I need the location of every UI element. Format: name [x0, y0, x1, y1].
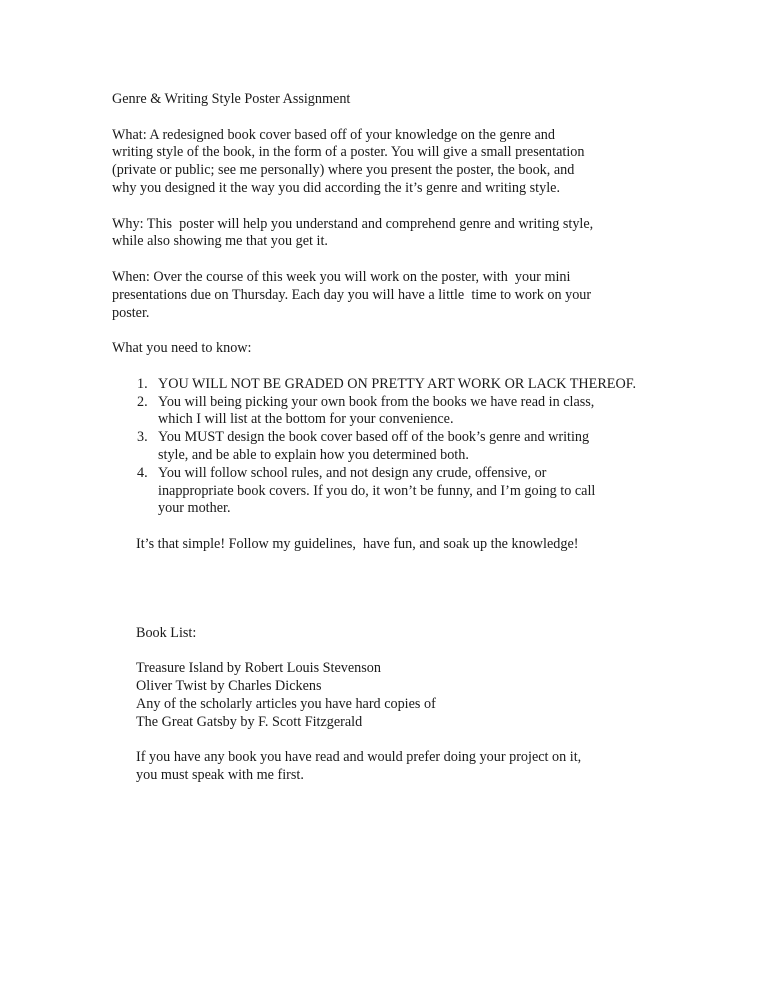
need-to-know-heading: What you need to know: [112, 340, 252, 357]
paragraph-line: why you designed it the way you did according the it’s genre and writing style. [112, 179, 560, 196]
list-item-line: which I will list at the bottom for your convenience. [158, 411, 454, 428]
closing-block [112, 536, 660, 785]
document-body [112, 91, 660, 785]
when-paragraph [112, 269, 660, 322]
paragraph-line: poster. [112, 304, 150, 321]
simple-line: It’s that simple! Follow my guidelines, have fun, and soak up the knowledge! [136, 535, 579, 552]
book-list-item: Oliver Twist by Charles Dickens [136, 678, 322, 695]
paragraph-line: writing style of the book, in the form of a poster. You will give a small presentation [112, 144, 585, 161]
list-item-line: YOU WILL NOT BE GRADED ON PRETTY ART WORK OR LACK THEREOF. [158, 375, 637, 392]
book-list-heading: Book List: [136, 624, 197, 641]
book-list [136, 660, 660, 731]
paragraph-line: Why: This poster will help you understand and comprehend genre and writing style, [112, 215, 594, 232]
list-item-line: You will follow school rules, and not design any crude, offensive, or [158, 464, 547, 481]
requirements-list [112, 376, 660, 518]
why-paragraph [112, 216, 660, 252]
list-item-line: your mother. [158, 500, 231, 517]
list-item [137, 464, 660, 518]
list-item-line: style, and be able to explain how you determined both. [158, 446, 469, 463]
paragraph-line: you must speak with me first. [136, 767, 304, 784]
paragraph-line: while also showing me that you get it. [112, 233, 328, 250]
list-item-number: 1. [137, 375, 148, 392]
list-item-number: 2. [137, 393, 148, 410]
list-item [137, 393, 660, 430]
paragraph-line: presentations due on Thursday. Each day you will have a little time to work on your [112, 286, 592, 303]
book-list-item: Treasure Island by Robert Louis Stevenson [136, 660, 381, 677]
paragraph-line: If you have any book you have read and would prefer doing your project on it, [136, 749, 582, 766]
book-list-item: Any of the scholarly articles you have hard copies of [136, 695, 436, 712]
paragraph-line: (private or public; see me personally) where you present the poster, the book, and [112, 162, 575, 179]
paragraph-line: When: Over the course of this week you will work on the poster, with your mini [112, 268, 571, 285]
final-note [136, 749, 660, 785]
list-item-line: You MUST design the book cover based off of the book’s genre and writing [158, 429, 590, 446]
list-item-number: 3. [137, 429, 148, 446]
list-item [137, 429, 660, 465]
list-item-line: inappropriate book covers. If you do, it won’t be funny, and I’m going to call [158, 482, 596, 499]
list-item [137, 375, 660, 394]
book-list-item: The Great Gatsby by F. Scott Fitzgerald [136, 713, 363, 730]
what-paragraph [112, 127, 660, 198]
document-title: Genre & Writing Style Poster Assignment [112, 91, 351, 107]
paragraph-line: What: A redesigned book cover based off of your knowledge on the genre and [112, 126, 555, 143]
list-item-number: 4. [137, 464, 148, 481]
list-item-line: You will being picking your own book from the books we have read in class, [158, 393, 595, 410]
